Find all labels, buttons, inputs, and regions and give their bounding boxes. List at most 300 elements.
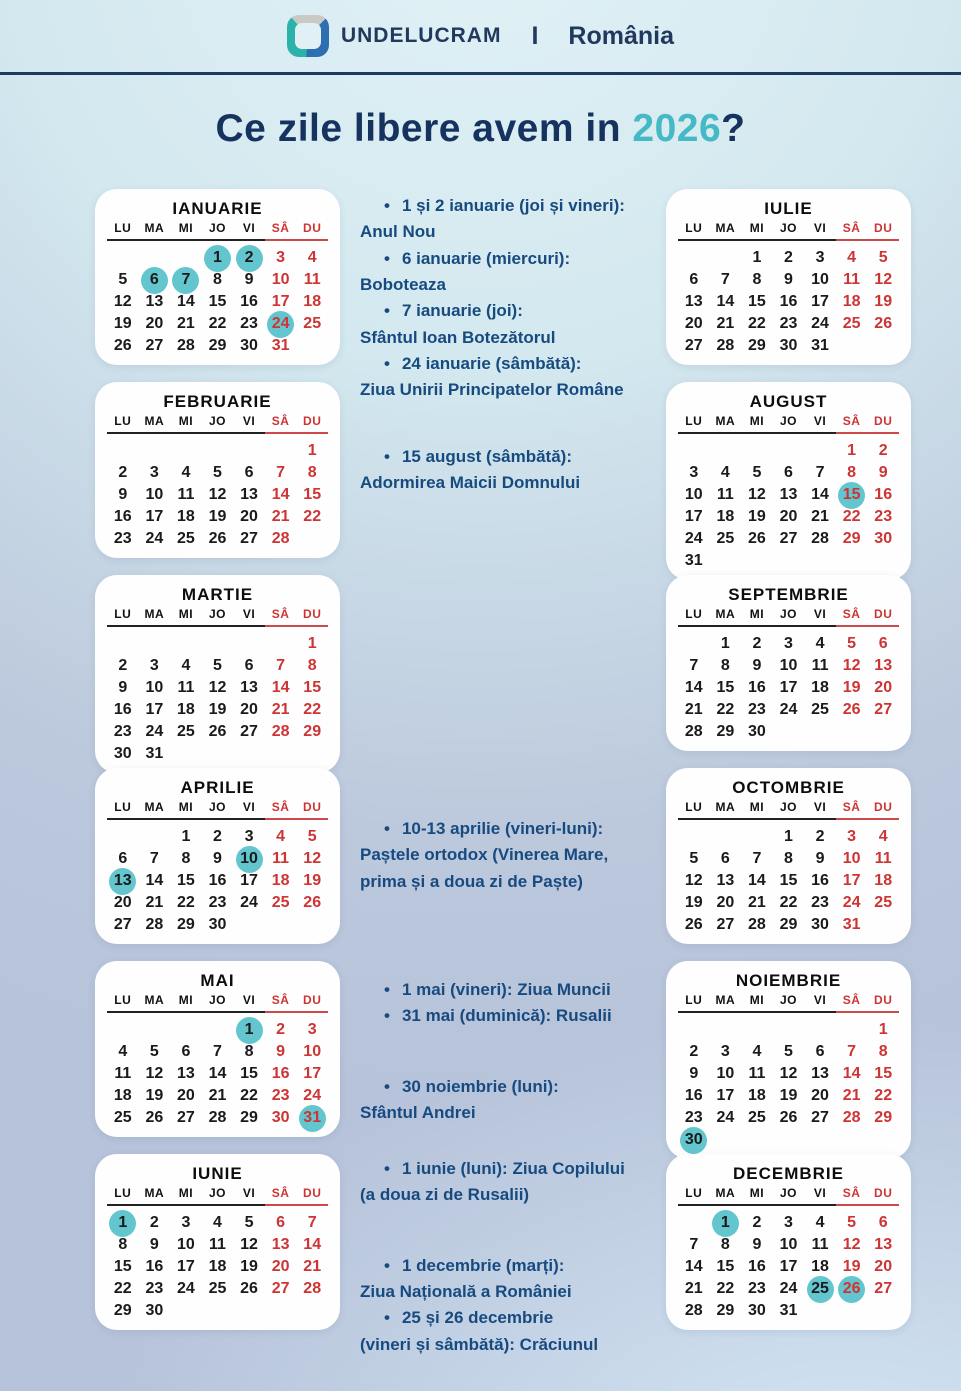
month-title: AUGUST [749,392,828,411]
day-number: 26 [240,1280,258,1297]
day-cell [867,1278,899,1300]
day-number: 6 [720,850,730,867]
day-number: 3 [784,1214,793,1231]
weekday-label: JO [202,221,234,241]
day-number: 12 [748,486,766,503]
day-cell [296,1278,328,1300]
weekday-label: SÂ [836,221,868,241]
weekday-label: MI [741,607,773,627]
day-number: 22 [716,1280,735,1297]
day-number: 9 [784,271,793,288]
day-number: 26 [684,916,703,933]
note-item [358,1305,648,1358]
day-cell [836,1278,868,1300]
weekday-label: MI [741,993,773,1013]
calendar-noiembrie [666,961,911,1159]
day-number: 11 [811,657,829,674]
day-number: 9 [752,657,762,674]
day-number: 16 [113,701,132,718]
day-cell [678,914,710,936]
day-number: 15 [716,679,735,696]
day-number: 23 [779,315,798,332]
day-number: 5 [752,464,762,481]
day-cell [202,528,234,550]
bullet-icon: • [384,447,390,466]
day-cell [678,1129,710,1151]
day-number: 30 [208,916,227,933]
note-item [358,977,648,1003]
day-number: 16 [271,1065,290,1082]
day-number: 28 [208,1109,227,1126]
day-number: 3 [815,249,825,266]
weekday-label: MI [170,800,202,820]
day-number: 17 [811,293,829,310]
day-number: 31 [684,552,703,569]
page-title [0,107,961,151]
day-number: 6 [244,464,254,481]
day-number: 11 [874,850,892,867]
day-number: 11 [748,1065,766,1082]
day-cell [296,313,328,335]
day-number: 14 [811,486,829,503]
day-number: 7 [307,1214,317,1231]
day-cell [265,721,297,743]
day-number: 27 [716,916,735,933]
day-cell [867,892,899,914]
day-number: 24 [842,894,861,911]
note-lead [358,298,648,324]
day-cell [170,1107,202,1129]
day-number: 18 [303,293,322,310]
day-number: 9 [752,1236,762,1253]
day-number: 14 [208,1065,227,1082]
day-number: 21 [271,701,290,718]
day-cell [804,1256,836,1278]
day-number: 26 [303,894,322,911]
weekday-header [678,1186,899,1206]
day-cell [710,1300,742,1322]
day-number: 18 [177,701,195,718]
day-number: 19 [779,1087,798,1104]
holiday-circle: 6 [141,267,168,294]
day-number: 30 [145,1302,164,1319]
day-number: 25 [874,894,893,911]
day-number: 23 [240,315,258,332]
day-number: 6 [878,635,888,652]
day-number: 8 [307,464,317,481]
day-number: 19 [113,315,132,332]
undelucram-logo-icon-inner [295,23,321,49]
day-number: 22 [113,1280,132,1297]
note-lead-text: 31 mai (duminică): Rusalii [401,1006,612,1026]
day-number: 30 [748,723,766,740]
day-grid [678,440,899,572]
day-number: 30 [811,916,829,933]
day-number: 24 [684,530,703,547]
day-number: 5 [689,850,699,867]
day-number: 28 [684,723,703,740]
weekday-label: VI [233,414,265,434]
holiday-circle: 7 [172,267,199,294]
day-number: 16 [748,679,766,696]
country-label: România [568,21,675,50]
weekday-label: DU [867,800,899,820]
day-number: 18 [208,1258,227,1275]
day-number: 16 [779,293,798,310]
day-number: 14 [177,293,195,310]
day-number: 13 [811,1065,829,1082]
day-number: 13 [145,293,164,310]
day-number: 17 [684,508,703,525]
note-block-2 [358,444,648,497]
note-block-1 [358,193,648,404]
day-cell [773,1300,805,1322]
day-number: 23 [113,723,132,740]
weekday-label: MI [741,221,773,241]
day-number: 2 [213,828,222,845]
day-number: 27 [240,723,258,740]
weekday-label: DU [296,993,328,1013]
title-year: 2026 [632,107,722,150]
day-number: 11 [843,271,861,288]
day-number: 14 [145,872,164,889]
day-cell [867,313,899,335]
bullet-icon: • [384,1076,390,1096]
note-lead-text: 25 și 26 decembrie [401,1308,554,1328]
day-number: 17 [145,701,164,718]
note-rest-text: Anul Nou [360,222,436,242]
note-lead [358,351,648,377]
weekday-label: LU [107,414,139,434]
day-number: 7 [847,1043,857,1060]
note-rest-text: Ziua Națională a României [360,1282,572,1302]
day-cell [867,528,899,550]
day-number: 17 [779,679,798,696]
day-number: 28 [811,530,829,547]
day-number: 25 [842,315,861,332]
day-number: 11 [272,850,290,867]
day-number: 13 [874,1236,893,1253]
weekday-label: DU [296,1186,328,1206]
title-prefix: Ce zile libere avem in [215,107,633,150]
undelucram-logo-icon [287,15,329,57]
day-cell [170,528,202,550]
weekday-label: VI [233,221,265,241]
header [0,0,961,75]
day-cell [265,528,297,550]
calendar-iulie [666,189,911,365]
weekday-label: SÂ [265,607,297,627]
weekday-label: LU [107,993,139,1013]
day-number: 15 [748,293,766,310]
weekday-header [107,800,328,820]
day-number: 28 [748,916,766,933]
day-number: 17 [842,872,861,889]
day-number: 12 [145,1065,164,1082]
day-cell [265,335,297,357]
day-number: 24 [716,1109,735,1126]
note-rest-text: Sfântul Andrei [360,1103,476,1123]
day-number: 23 [874,508,893,525]
day-number: 24 [177,1280,195,1297]
holiday-circle: 13 [109,868,136,895]
day-number: 5 [878,249,888,266]
month-title: NOIEMBRIE [735,971,842,990]
day-number: 1 [847,442,857,459]
day-number: 5 [847,635,857,652]
day-number: 25 [271,894,290,911]
bullet-icon: • [384,1255,390,1275]
day-number: 1 [181,828,191,845]
day-cell [773,528,805,550]
day-number: 15 [779,872,798,889]
day-number: 31 [842,916,861,933]
day-number: 12 [303,850,322,867]
day-cell [139,528,171,550]
day-number: 15 [716,1258,735,1275]
day-number: 22 [874,1087,893,1104]
day-number: 5 [784,1043,793,1060]
weekday-label: MA [139,993,171,1013]
day-cell [139,1300,171,1322]
day-number: 19 [842,1258,861,1275]
day-number: 12 [113,293,132,310]
day-number: 29 [779,916,798,933]
weekday-label: LU [678,1186,710,1206]
weekday-label: MA [139,414,171,434]
day-number: 3 [784,635,793,652]
day-cell [202,721,234,743]
weekday-label: VI [233,1186,265,1206]
day-number: 17 [177,1258,195,1275]
weekday-label: JO [202,800,234,820]
day-grid [678,247,899,357]
day-number: 23 [271,1087,290,1104]
day-number: 4 [181,657,191,674]
day-number: 20 [177,1087,195,1104]
day-number: 6 [878,1214,888,1231]
day-number: 16 [240,293,258,310]
day-cell [741,1107,773,1129]
day-number: 27 [177,1109,195,1126]
day-number: 15 [303,679,322,696]
note-rest-text: Paștele ortodox (Vinerea Mare, prima și a doua zi de Paște) [360,845,609,891]
day-number: 5 [213,464,222,481]
note-lead [358,977,648,1003]
month-title: DECEMBRIE [732,1164,844,1183]
day-number: 7 [276,657,286,674]
weekday-label: MI [170,993,202,1013]
day-cell [107,743,139,765]
day-number: 7 [149,850,159,867]
day-cell [170,721,202,743]
day-cell [107,335,139,357]
weekday-label: LU [678,414,710,434]
day-cell [678,1107,710,1129]
weekday-label: SÂ [836,800,868,820]
day-cell [710,528,742,550]
day-number: 29 [113,1302,132,1319]
day-number: 2 [878,442,888,459]
day-cell [804,699,836,721]
day-number: 31 [145,745,164,762]
day-number: 29 [208,337,227,354]
day-number: 22 [177,894,195,911]
day-number: 15 [303,486,322,503]
weekday-label: JO [202,993,234,1013]
day-number: 5 [213,657,222,674]
day-number: 11 [177,679,195,696]
day-cell [741,914,773,936]
day-number: 11 [811,1236,829,1253]
day-cell [678,550,710,572]
day-number: 27 [684,337,703,354]
day-number: 23 [145,1280,164,1297]
day-number: 13 [874,657,893,674]
day-grid [107,247,328,357]
day-number: 8 [213,271,222,288]
weekday-label: VI [233,607,265,627]
day-number: 20 [240,508,258,525]
day-number: 10 [779,657,798,674]
note-lead [358,1156,648,1182]
day-cell [107,914,139,936]
weekday-label: MA [710,607,742,627]
month-title: IUNIE [192,1164,243,1183]
day-number: 29 [842,530,861,547]
day-number: 14 [684,1258,703,1275]
weekday-label: DU [296,800,328,820]
holiday-circle: 25 [807,1276,834,1303]
note-lead-text: 7 ianuarie (joi): [401,301,523,321]
weekday-label: SÂ [265,221,297,241]
holiday-circle: 1 [109,1210,136,1237]
day-number: 6 [276,1214,286,1231]
note-item [358,444,648,497]
day-number: 2 [118,657,128,674]
day-grid [107,826,328,936]
note-item [358,1156,648,1209]
day-number: 18 [113,1087,132,1104]
day-number: 21 [811,508,829,525]
day-number: 13 [716,872,735,889]
day-number: 20 [113,894,132,911]
day-number: 2 [276,1021,286,1038]
month-title: MAI [200,971,235,990]
holiday-circle: 26 [838,1276,865,1303]
weekday-label: MI [170,607,202,627]
day-number: 29 [240,1109,258,1126]
day-cell [836,914,868,936]
day-number: 29 [303,723,322,740]
day-number: 18 [811,1258,829,1275]
day-number: 16 [208,872,227,889]
day-cell [139,335,171,357]
day-number: 14 [716,293,735,310]
note-rest-text: Boboteaza [360,275,446,295]
weekday-label: MI [741,414,773,434]
day-grid [107,440,328,550]
logo-text: UNDELUCRAM [340,24,502,47]
weekday-header [107,1186,328,1206]
day-cell [710,1107,742,1129]
title-suffix: ? [721,107,746,150]
day-number: 18 [842,293,861,310]
day-cell [170,1278,202,1300]
day-cell [265,892,297,914]
weekday-label: MA [710,414,742,434]
day-number: 26 [208,530,227,547]
day-number: 27 [271,1280,290,1297]
day-cell [678,1300,710,1322]
calendar-martie [95,575,340,773]
day-number: 9 [244,271,254,288]
weekday-label: MA [710,221,742,241]
day-cell [233,892,265,914]
day-number: 17 [716,1087,735,1104]
day-number: 16 [811,872,829,889]
note-lead-text: 6 ianuarie (miercuri): [401,248,571,268]
day-grid [678,826,899,936]
day-number: 25 [303,315,322,332]
month-title: IANUARIE [172,199,263,218]
day-number: 8 [847,464,857,481]
day-number: 8 [720,1236,730,1253]
day-cell [867,1107,899,1129]
weekday-label: JO [773,607,805,627]
day-number: 8 [720,657,730,674]
day-number: 18 [874,872,893,889]
day-cell [710,721,742,743]
note-lead [358,816,648,842]
calendar-mai [95,961,340,1137]
note-rest-text: (vineri și sâmbătă): Crăciunul [360,1334,599,1354]
day-number: 31 [811,337,829,354]
day-number: 21 [145,894,164,911]
day-cell [107,528,139,550]
day-number: 30 [271,1109,290,1126]
note-lead [358,1253,648,1279]
day-number: 24 [240,894,258,911]
note-block-5 [358,1156,648,1358]
day-number: 20 [874,1258,893,1275]
day-number: 2 [689,1043,699,1060]
weekday-label: MA [139,221,171,241]
day-number: 25 [177,530,195,547]
day-cell [710,914,742,936]
day-number: 5 [847,1214,857,1231]
day-number: 9 [118,486,128,503]
note-block-4 [358,977,648,1126]
weekday-label: SÂ [836,414,868,434]
holiday-circle: 15 [838,482,865,509]
day-number: 20 [779,508,798,525]
day-number: 4 [276,828,286,845]
weekday-label: VI [804,1186,836,1206]
weekday-label: VI [804,221,836,241]
day-number: 3 [847,828,857,845]
day-number: 20 [811,1087,829,1104]
day-number: 27 [113,916,132,933]
weekday-label: VI [804,993,836,1013]
day-number: 20 [874,679,893,696]
holiday-circle: 10 [236,846,263,873]
main-grid [0,151,961,1354]
day-cell [710,335,742,357]
day-cell [678,335,710,357]
day-number: 3 [149,657,159,674]
day-number: 30 [113,745,132,762]
